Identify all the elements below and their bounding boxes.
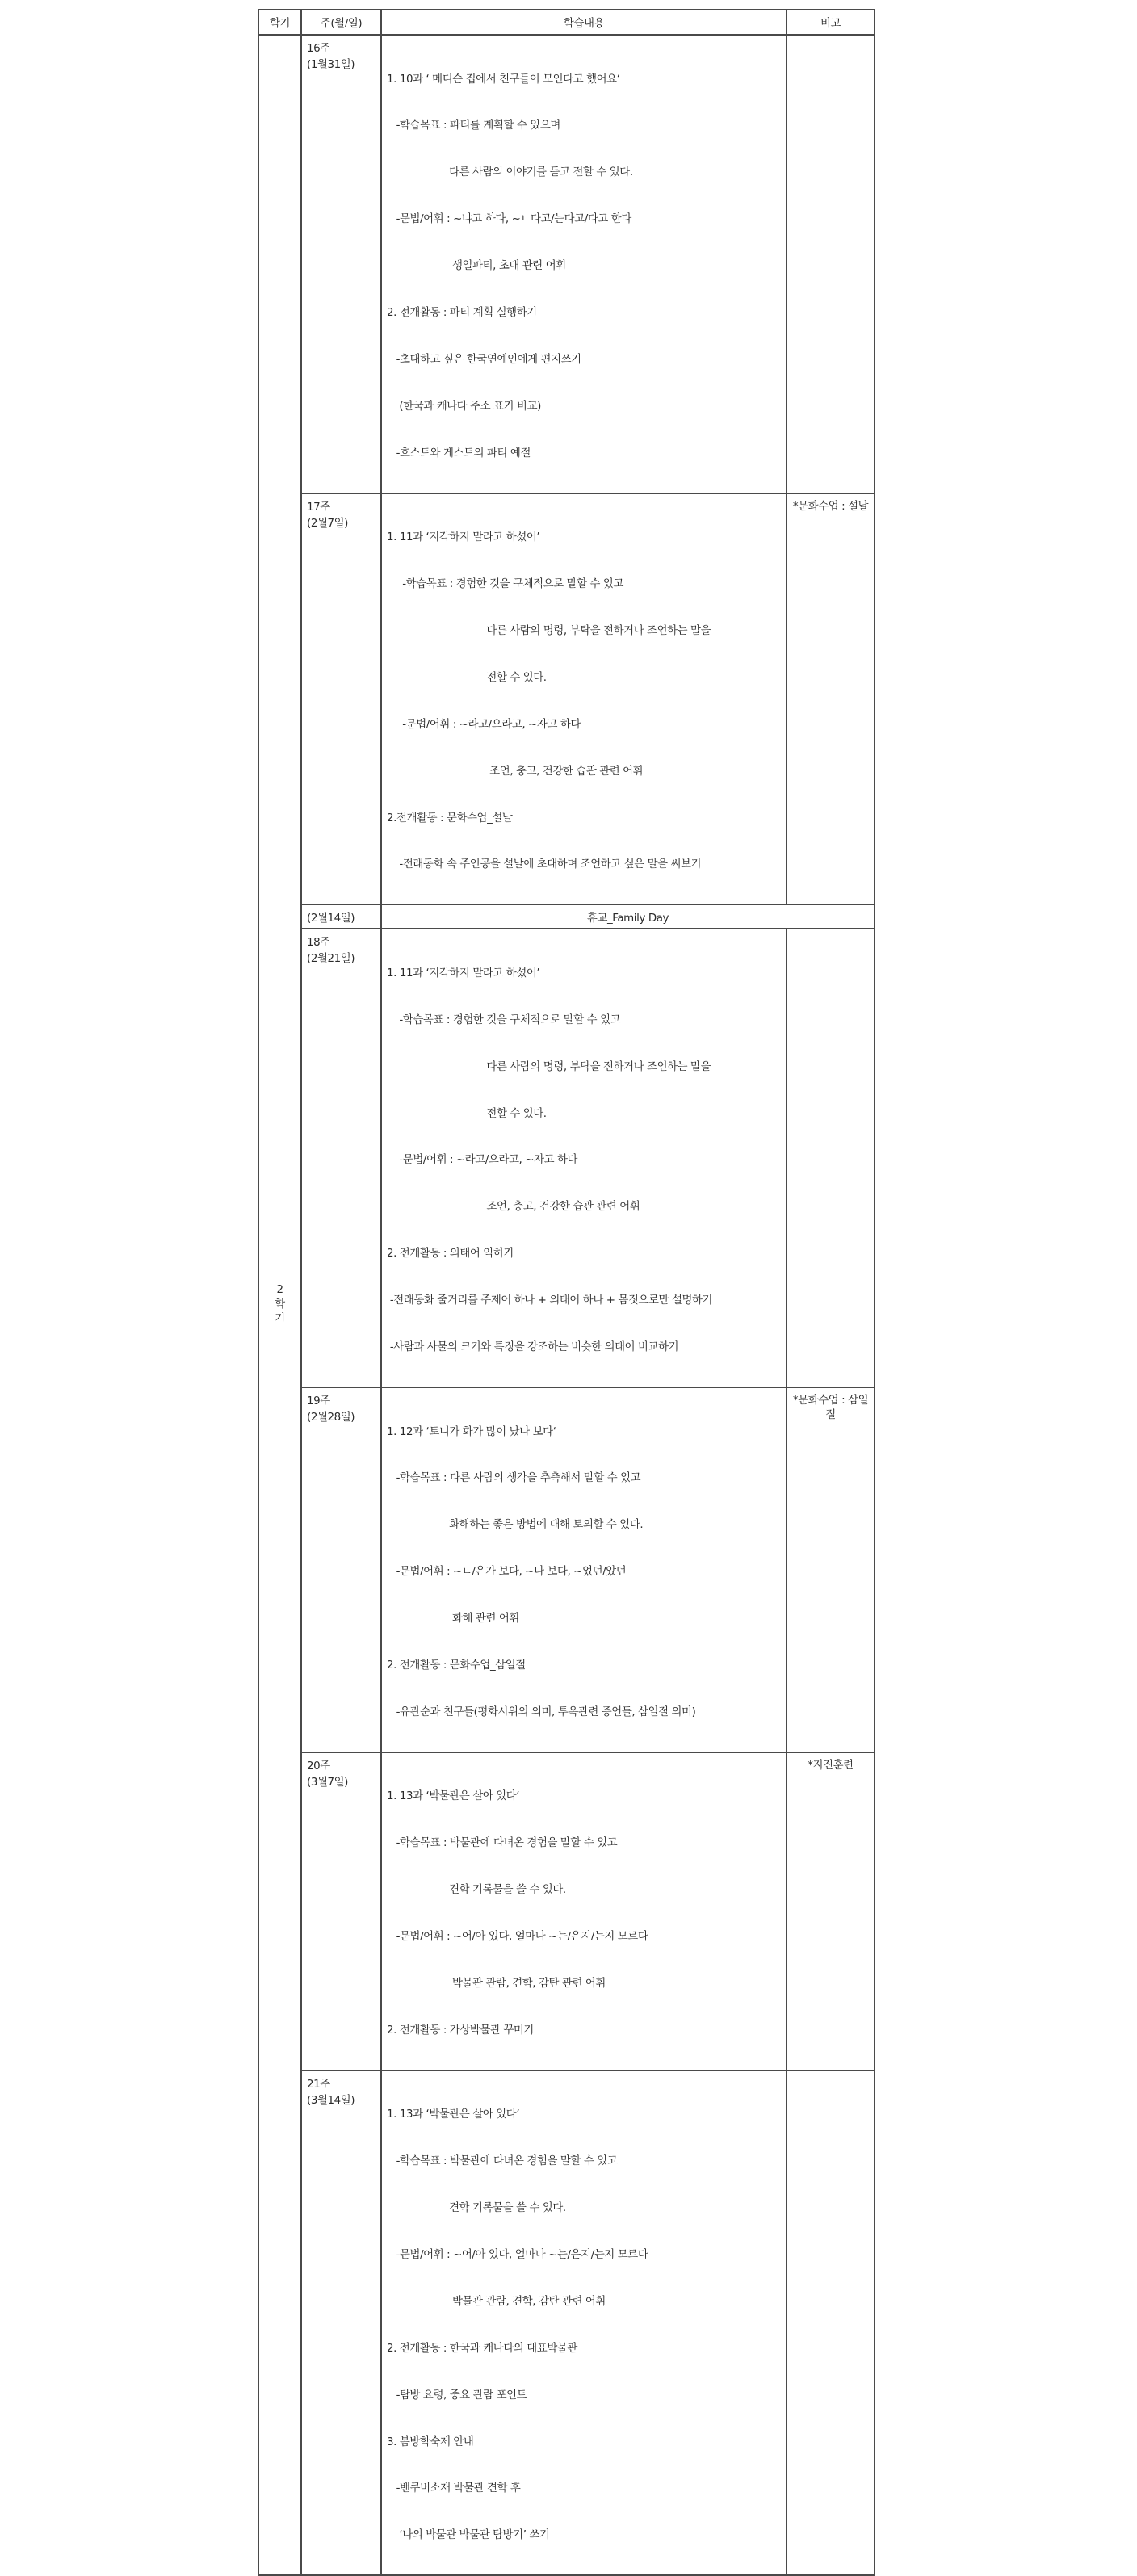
week-number: 20주 [307, 1760, 330, 1773]
week-number: 21주 [307, 2078, 330, 2091]
content-line: -문법/어휘 : ~ㄴ/은가 보다, ~나 보다, ~었던/았던 [387, 1566, 627, 1579]
content-line: -문법/어휘 : ~어/아 있다, 얼마나 ~는/은지/는지 모르다 [387, 2248, 648, 2261]
content-line: 조언, 충고, 건강한 습관 관련 어휘 [387, 765, 644, 778]
content-line: -탐방 요령, 중요 관람 포인트 [387, 2389, 527, 2402]
semester-label-num: 2 [276, 1284, 283, 1297]
content-line: 조언, 충고, 건강한 습관 관련 어휘 [387, 1201, 640, 1214]
content-line: 1. 13과 ‘박물관은 살아 있다‘ [387, 1790, 520, 1803]
content-line: -호스트와 게스트의 파티 예절 [387, 447, 531, 459]
content-line: -학습목표 : 박물관에 다녀온 경험을 말할 수 있고 [387, 1837, 618, 1850]
week-number: 16주 [307, 43, 330, 55]
week-cell [301, 35, 381, 493]
table-row-week19 [258, 1387, 875, 1752]
semester-label-char1: 학 [275, 1298, 285, 1311]
content-line: 1. 11과 ‘지각하지 말라고 하셨어’ [387, 531, 540, 544]
week-number: 18주 [307, 937, 330, 950]
note-cell: *문화수업 : 설날 [787, 493, 875, 905]
content-line: -유관순과 친구들(평화시위의 의미, 투옥관련 증언들, 삼일절 의미) [387, 1705, 696, 1718]
content-line: 생일파티, 초대 관련 어휘 [387, 260, 566, 273]
table-row-week16 [258, 35, 875, 493]
table-row-week21 [258, 2070, 875, 2576]
content-line: 3. 봄방학숙제 안내 [387, 2435, 474, 2448]
content-line: -전래동화 줄거리를 주제어 하나 + 의태어 하나 + 몸짓으로만 설명하기 [387, 1294, 713, 1307]
header-week: 주(월/일) [301, 10, 381, 35]
content-line: -문법/어휘 : ~라고/으라고, ~자고 하다 [387, 718, 581, 731]
table-row-week18 [258, 929, 875, 1387]
table-row-week20 [258, 1752, 875, 2070]
content-line: (한국과 캐나다 주소 표기 비교) [387, 400, 541, 413]
week-date: (2월21일) [307, 953, 355, 966]
content-line: -밴쿠버소재 박물관 견학 후 [387, 2482, 521, 2495]
content-line: 1. 11과 ‘지각하지 말라고 하셨어’ [387, 967, 540, 980]
table-row-week17 [258, 493, 875, 905]
content-cell [381, 1752, 787, 2070]
content-line: 박물관 관람, 견학, 감탄 관련 어휘 [387, 2295, 606, 2308]
content-cell [381, 929, 787, 1387]
content-line: 다른 사람의 명령, 부탁을 전하거나 조언하는 말을 [387, 1060, 711, 1073]
content-line: -초대하고 싶은 한국연예인에게 편지쓰기 [387, 353, 581, 366]
content-line: 박물관 관람, 견학, 감탄 관련 어휘 [387, 1977, 606, 1990]
header-content: 학습내용 [381, 10, 787, 35]
content-line: 2. 전개활동 : 한국과 캐나다의 대표박물관 [387, 2342, 577, 2355]
content-line: ‘나의 박물관 박물관 탐방기’ 쓰기 [387, 2529, 550, 2542]
header-note: 비고 [787, 10, 875, 35]
semester-cell [258, 35, 301, 2575]
content-line: -전래동화 속 주인공을 설날에 초대하며 조언하고 싶은 말을 써보기 [387, 858, 702, 871]
note-cell [787, 2070, 875, 2576]
content-line: 2. 전개활동 : 가상박물관 꾸미기 [387, 2024, 534, 2037]
content-line: -학습목표 : 다른 사람의 생각을 추측해서 말할 수 있고 [387, 1472, 641, 1485]
header-semester: 학기 [258, 10, 301, 35]
content-line: 견학 기록물을 쓸 수 있다. [387, 2202, 566, 2215]
content-line: -문법/어휘 : ~라고/으라고, ~자고 하다 [387, 1154, 578, 1167]
week-date: (3월7일) [307, 1776, 348, 1789]
content-line: 1. 10과 ‘ 메디슨 집에서 친구들이 모인다고 했어요‘ [387, 73, 620, 86]
week-number: 17주 [307, 501, 330, 514]
note-cell: *문화수업 : 삼일절 [787, 1387, 875, 1752]
week-number: 19주 [307, 1395, 330, 1408]
content-line: 2. 전개활동 : 의태어 익히기 [387, 1248, 514, 1261]
week-cell [301, 2070, 381, 2576]
content-line: 2.전개활동 : 문화수업_설날 [387, 812, 513, 824]
content-line: 전할 수 있다. [387, 671, 547, 684]
content-line: 다른 사람의 명령, 부탁을 전하거나 조언하는 말을 [387, 624, 711, 637]
content-line: -학습목표 : 경험한 것을 구체적으로 말할 수 있고 [387, 1013, 621, 1026]
content-cell [381, 2070, 787, 2576]
week-cell [301, 929, 381, 1387]
content-cell [381, 35, 787, 493]
semester-label-char2: 기 [275, 1313, 285, 1326]
week-cell [301, 1752, 381, 2070]
note-cell: *지진훈련 [787, 1752, 875, 2070]
table-row-holiday [258, 904, 875, 929]
content-cell [381, 493, 787, 905]
week-date: (1월31일) [307, 59, 355, 71]
content-line: 전할 수 있다. [387, 1107, 547, 1120]
content-line: -학습목표 : 경험한 것을 구체적으로 말할 수 있고 [387, 578, 623, 591]
content-line: -학습목표 : 박물관에 다녀온 경험을 말할 수 있고 [387, 2155, 618, 2168]
week-cell [301, 1387, 381, 1752]
content-line: -문법/어휘 : ~냐고 하다, ~ㄴ다고/는다고/다고 한다 [387, 213, 631, 226]
content-line: 2. 전개활동 : 문화수업_삼일절 [387, 1659, 526, 1672]
holiday-cell: 휴교_Family Day [381, 904, 875, 929]
week-date: (2월7일) [307, 517, 348, 530]
content-line: -문법/어휘 : ~어/아 있다, 얼마나 ~는/은지/는지 모르다 [387, 1931, 648, 1944]
curriculum-schedule-table [258, 9, 875, 2576]
note-cell [787, 35, 875, 493]
content-line: 화해하는 좋은 방법에 대해 토의할 수 있다. [387, 1519, 644, 1532]
content-line: -학습목표 : 파티를 계획할 수 있으며 [387, 120, 560, 132]
content-line: 1. 12과 ‘토니가 화가 많이 났나 보다‘ [387, 1425, 556, 1438]
week-cell [301, 904, 381, 929]
content-line: 2. 전개활동 : 파티 계획 실행하기 [387, 307, 537, 320]
week-cell [301, 493, 381, 905]
week-date: (2월28일) [307, 1411, 355, 1424]
content-cell [381, 1387, 787, 1752]
content-line: 화해 관련 어휘 [387, 1613, 519, 1626]
content-line: -사람과 사물의 크기와 특징을 강조하는 비슷한 의태어 비교하기 [387, 1341, 679, 1354]
content-line: 다른 사람의 이야기를 듣고 전할 수 있다. [387, 166, 633, 179]
content-line: 1. 13과 ‘박물관은 살아 있다’ [387, 2108, 520, 2121]
week-date: (2월14일) [307, 912, 355, 925]
week-date: (3월14일) [307, 2094, 355, 2107]
content-line: 견학 기록물을 쓸 수 있다. [387, 1884, 566, 1897]
note-cell [787, 929, 875, 1387]
header-row [258, 10, 875, 35]
